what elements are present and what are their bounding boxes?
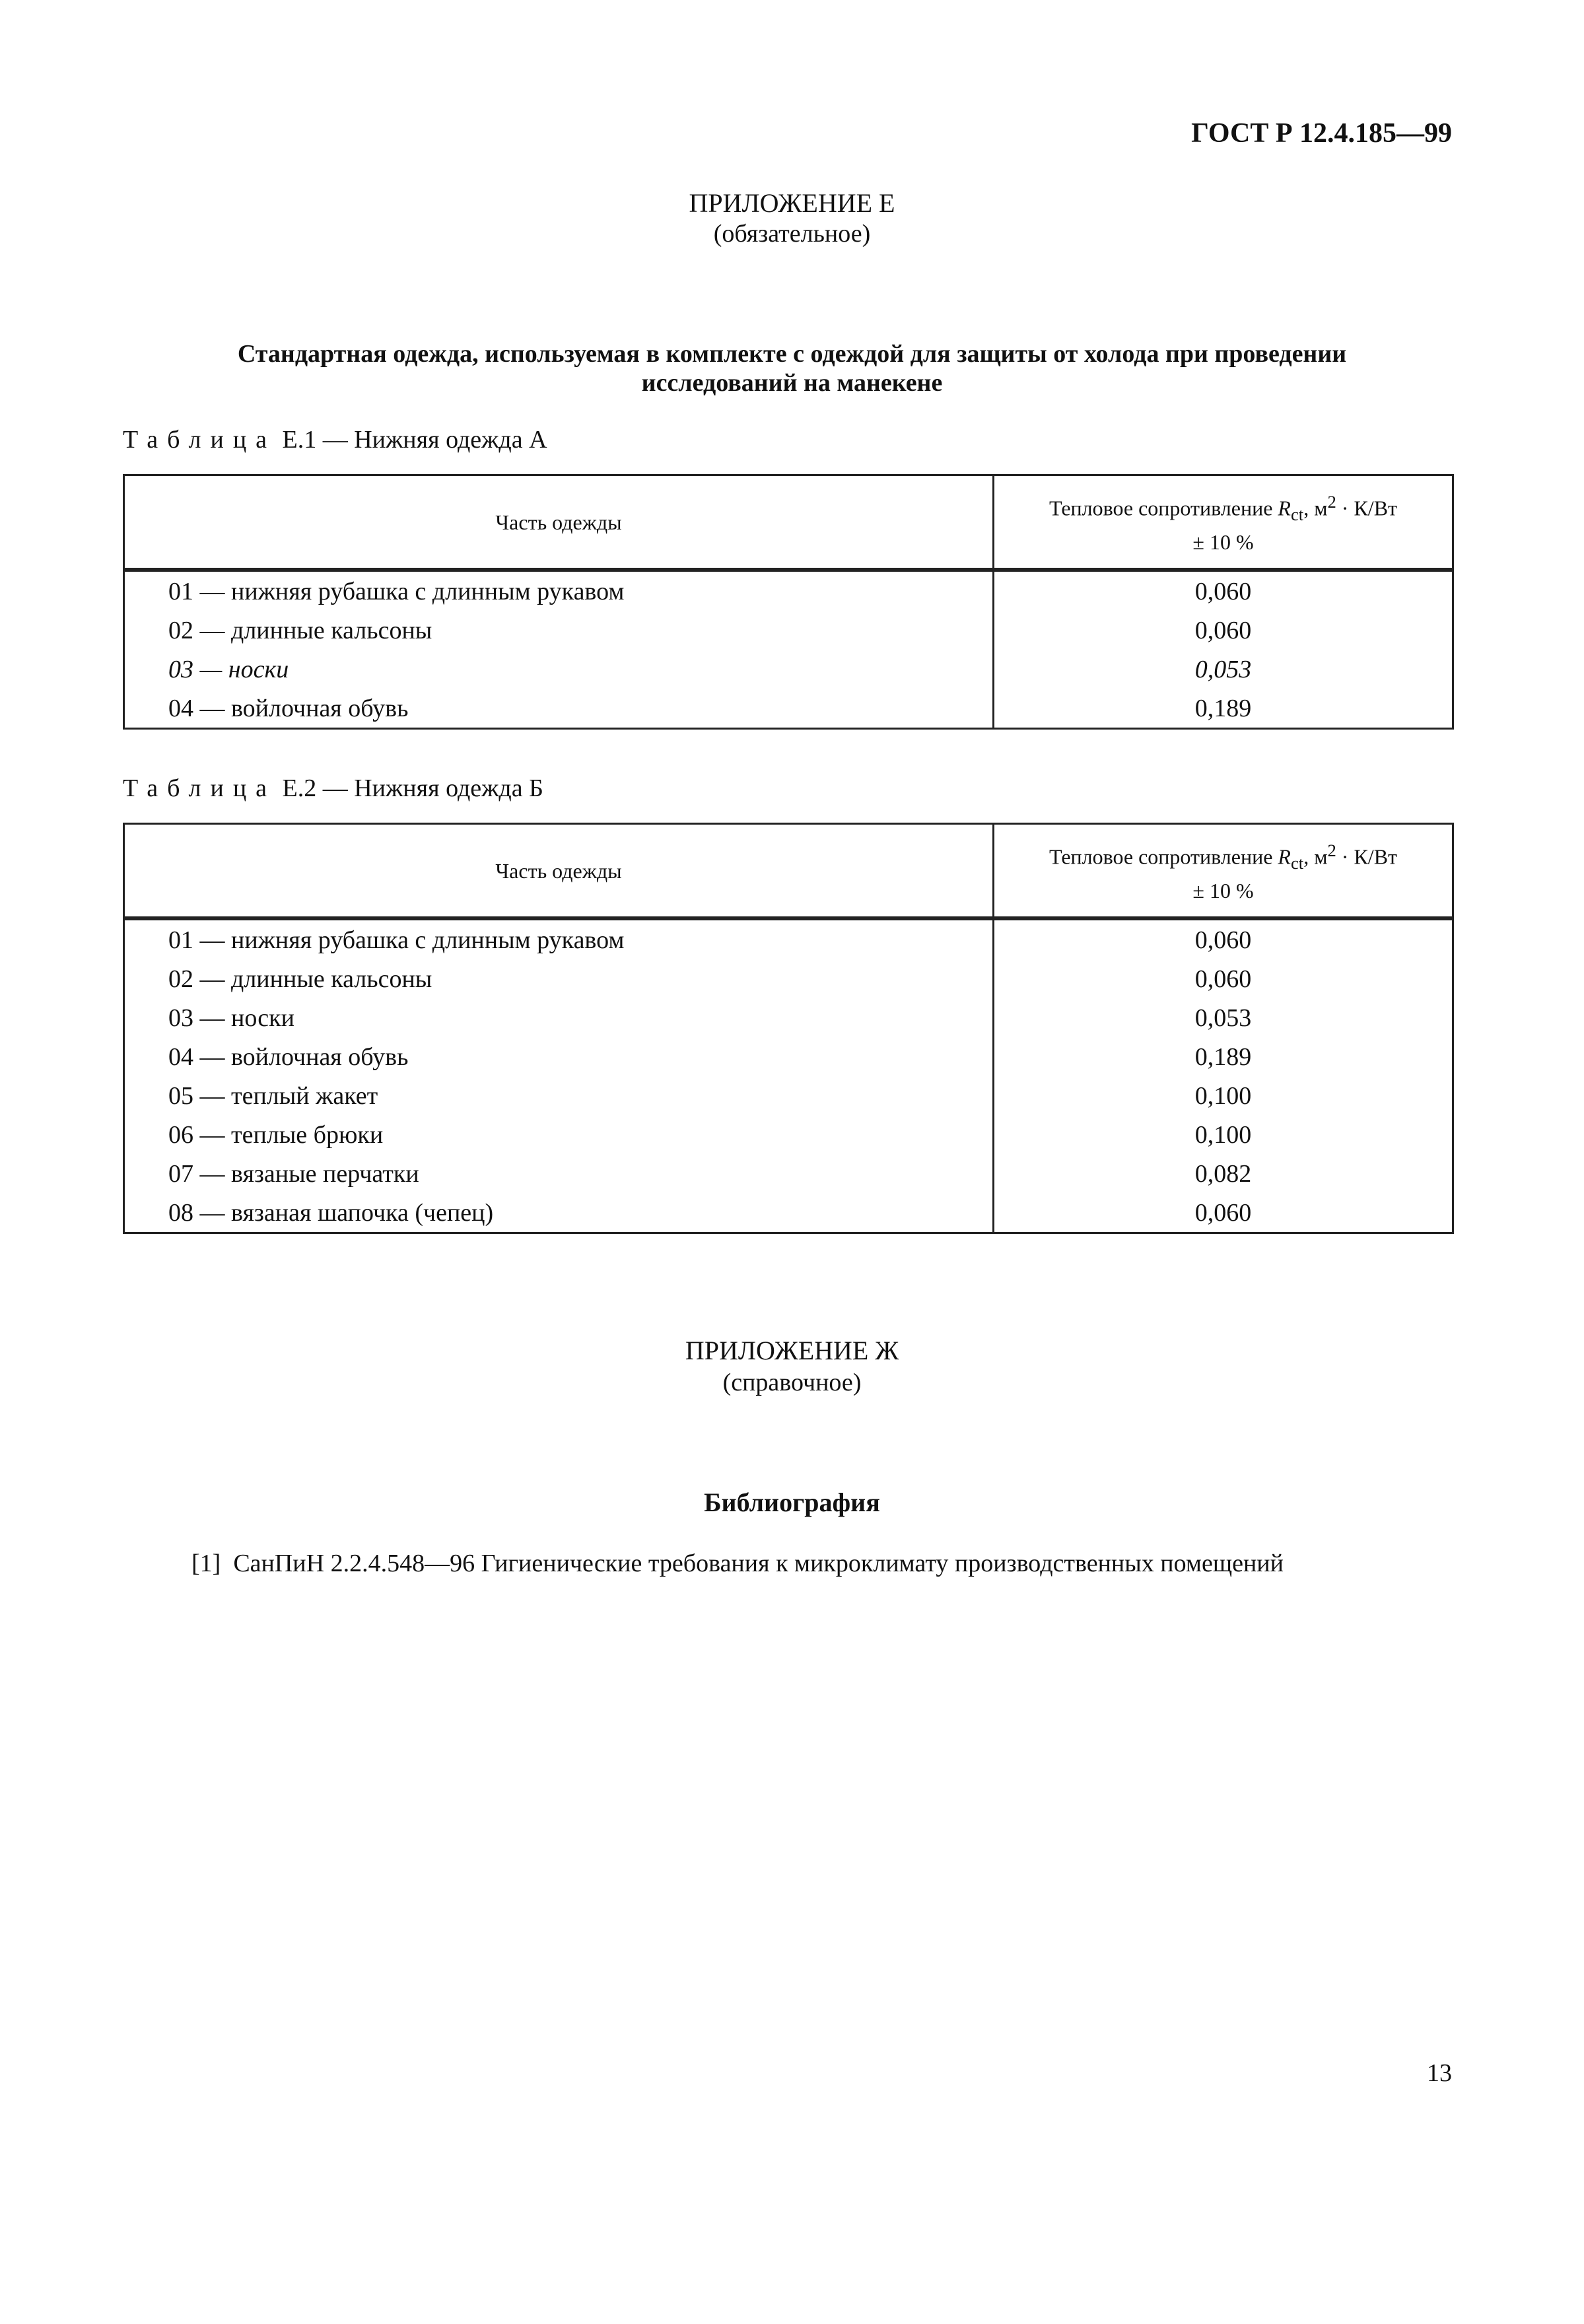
col-value-sub: ct xyxy=(1290,853,1304,873)
col-value-symbol: R xyxy=(1278,844,1291,869)
col-value-sub: ct xyxy=(1290,504,1304,525)
col-value-unit: , м xyxy=(1303,496,1328,520)
table-row xyxy=(124,689,1453,729)
table-row xyxy=(124,1154,1453,1193)
col-value-unit: , м xyxy=(1303,844,1328,869)
table-row xyxy=(124,570,1453,611)
col-value-unit-2: · К/Вт xyxy=(1336,844,1398,869)
col-value-symbol: R xyxy=(1278,496,1291,520)
col-value-text: Тепловое сопротивление xyxy=(1049,844,1278,869)
table-e1-caption-text: Е.1 — Нижняя одежда А xyxy=(282,426,547,454)
table-cell-part: 06 — теплые брюки xyxy=(124,1115,994,1154)
table-cell-value: 0,060 xyxy=(994,918,1453,959)
table-row xyxy=(124,959,1453,998)
appendix-zh-title: ПРИЛОЖЕНИЕ Ж xyxy=(685,1336,899,1365)
table-cell-part: 05 — теплый жакет xyxy=(124,1076,994,1115)
table-e1-header-row xyxy=(124,475,1453,570)
table-e1-col-value xyxy=(994,475,1453,570)
table-cell-value: 0,100 xyxy=(994,1115,1453,1154)
table-row xyxy=(124,1076,1453,1115)
table-cell-part: 04 — войлочная обувь xyxy=(124,689,994,729)
table-cell-value: 0,082 xyxy=(994,1154,1453,1193)
table-e1 xyxy=(123,474,1454,730)
table-cell-part: 01 — нижняя рубашка с длинным рукавом xyxy=(124,918,994,959)
table-row xyxy=(124,918,1453,959)
bibliography-ref: [1] xyxy=(191,1550,221,1577)
table-e2-header-row xyxy=(124,824,1453,919)
col-value-unit-2: · К/Вт xyxy=(1336,496,1398,520)
bibliography-title: Библиография xyxy=(704,1487,880,1517)
section-title-line-2: исследований на манекене xyxy=(641,369,943,397)
appendix-e-title: ПРИЛОЖЕНИЕ Е xyxy=(689,188,895,218)
table-cell-value: 0,100 xyxy=(994,1076,1453,1115)
section-title-line-1: Стандартная одежда, используемая в комплекте с одеждой для защиты от холода при проведении xyxy=(237,340,1347,368)
table-row xyxy=(124,998,1453,1037)
table-cell-value: 0,060 xyxy=(994,570,1453,611)
table-cell-part: 08 — вязаная шапочка (чепец) xyxy=(124,1193,994,1233)
col-value-tolerance: ± 10 % xyxy=(1192,530,1254,555)
table-row xyxy=(124,1193,1453,1233)
bibliography-item xyxy=(191,1549,1284,1578)
table-e2-caption-label: Таблица xyxy=(123,774,277,802)
table-e2-col-value xyxy=(994,824,1453,919)
table-cell-value: 0,053 xyxy=(994,650,1453,689)
appendix-e-section-title xyxy=(0,339,1584,397)
table-cell-part: 02 — длинные кальсоны xyxy=(124,611,994,650)
col-value-sup: 2 xyxy=(1327,840,1336,860)
col-value-tolerance: ± 10 % xyxy=(1192,879,1254,903)
table-cell-part: 02 — длинные кальсоны xyxy=(124,959,994,998)
table-cell-value: 0,053 xyxy=(994,998,1453,1037)
appendix-e-status: (обязательное) xyxy=(713,220,871,248)
table-e1-caption xyxy=(123,425,547,454)
table-row xyxy=(124,1037,1453,1076)
table-cell-value: 0,060 xyxy=(994,611,1453,650)
table-e1-caption-label: Таблица xyxy=(123,426,277,454)
table-cell-part: 04 — войлочная обувь xyxy=(124,1037,994,1076)
table-e2-caption xyxy=(123,774,543,803)
table-cell-part: 07 — вязаные перчатки xyxy=(124,1154,994,1193)
table-e2-caption-text: Е.2 — Нижняя одежда Б xyxy=(282,774,543,802)
table-row xyxy=(124,650,1453,689)
table-row xyxy=(124,611,1453,650)
table-cell-value: 0,060 xyxy=(994,959,1453,998)
page-number: 13 xyxy=(1427,2059,1452,2087)
table-cell-part: 03 — носки xyxy=(124,650,994,689)
table-e1-col-part: Часть одежды xyxy=(124,475,994,570)
table-e2-col-part: Часть одежды xyxy=(124,824,994,919)
table-cell-value: 0,060 xyxy=(994,1193,1453,1233)
table-cell-value: 0,189 xyxy=(994,1037,1453,1076)
col-value-text: Тепловое сопротивление xyxy=(1049,496,1278,520)
table-cell-part: 03 — носки xyxy=(124,998,994,1037)
table-row xyxy=(124,1115,1453,1154)
table-cell-part: 01 — нижняя рубашка с длинным рукавом xyxy=(124,570,994,611)
table-cell-value: 0,189 xyxy=(994,689,1453,729)
document-code: ГОСТ Р 12.4.185—99 xyxy=(1191,118,1452,149)
bibliography-text: СанПиН 2.2.4.548—96 Гигиенические требования к микроклимату производственных помещений xyxy=(233,1550,1284,1577)
appendix-zh-status: (справочное) xyxy=(722,1369,862,1396)
table-e2 xyxy=(123,823,1454,1234)
col-value-sup: 2 xyxy=(1327,492,1336,512)
